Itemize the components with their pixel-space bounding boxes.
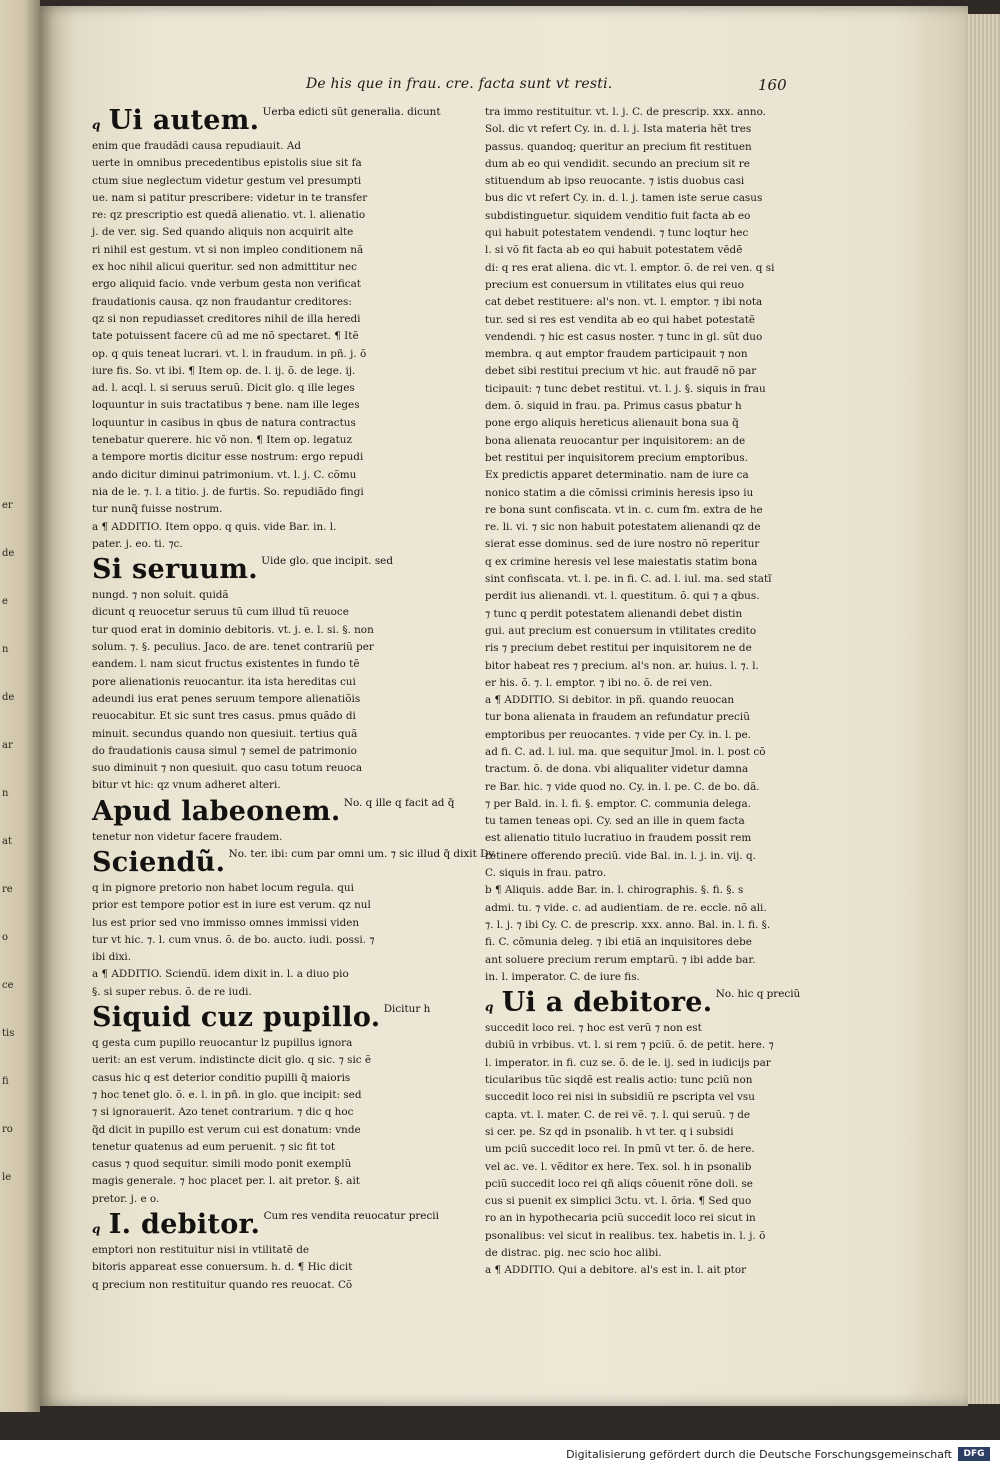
text-line: tur vt hic. ⁊. l. cum vnus. õ. de bo. aucto. iudi. possi. ⁊ <box>92 933 375 946</box>
text-line: casus ⁊ quod sequitur. simili modo ponit exemplũ <box>92 1158 352 1171</box>
lemma-heading <box>92 104 441 138</box>
lemma-gloss: No. ter. ibi: cum par omni um. ⁊ sic illud q̃ dixit Dy. <box>225 847 497 860</box>
text-line: de distrac. pig. nec scio hoc alibi. <box>485 1247 662 1259</box>
text-line: q precium non restituitur quando res reuocat. Cõ <box>92 1278 353 1291</box>
text-line: si cer. pe. Sz qd in psonalib. h vt ter. q i subsidi <box>485 1125 734 1138</box>
text-line: in. l. imperator. C. de iure fis. <box>485 970 640 983</box>
text-line: ⁊ per Bald. in. l. fi. §. emptor. C. communia delega. <box>485 797 751 810</box>
text-line: a ¶ ADDITIO. Si debitor. in pñ. quando reuocan <box>485 694 735 707</box>
text-line: vendendi. ⁊ hic est casus noster. ⁊ tunc in gl. sũt duo <box>485 330 763 343</box>
text-line: reuocabitur. Et sic sunt tres casus. pmus quãdo di <box>92 710 356 723</box>
text-line: tu tamen teneas opi. Cy. sed an ille in quem facta <box>485 815 745 828</box>
page-stack-edge <box>968 14 1000 1404</box>
text-line: l. imperator. in fi. cuz se. õ. de le. ij. sed in iudicijs par <box>485 1056 771 1069</box>
footer-bar <box>0 1440 1000 1468</box>
text-line: bus dic vt refert Cy. in. d. l. j. tamen iste serue casus <box>485 192 763 205</box>
text-line: ris ⁊ precium debet restitui per inquisitorem ne de <box>485 642 752 655</box>
lemma-heading <box>92 846 497 880</box>
prev-page-fragment: ce <box>2 980 14 991</box>
text-line: ctum siue neglectum videtur gestum vel presumpti <box>92 174 362 187</box>
text-line: dicunt q reuocetur seruus tũ cum illud tũ reuoce <box>92 606 349 619</box>
text-line: succedit loco rei nisi in subsidiũ re pscripta vel vsu <box>485 1091 755 1104</box>
text-line: bona alienata reuocantur per inquisitorem: an de <box>485 434 746 447</box>
text-line: tenebatur querere. hic võ non. ¶ Item op. legatuz <box>92 434 352 447</box>
prev-page-fragment: le <box>2 1172 12 1183</box>
text-line: psonalibus: vel sicut in realibus. tex. habetis in. l. j. õ <box>485 1229 766 1242</box>
text-line: emptori non restituitur nisi in vtilitatẽ de <box>92 1244 310 1257</box>
text-line: C. siquis in frau. patro. <box>485 867 607 880</box>
lemma-word: Siquid cuz pupillo. <box>92 1002 381 1034</box>
text-line: emptoribus per reuocantes. ⁊ vide per Cy. in. l. pe. <box>485 728 751 741</box>
text-line: uerte in omnibus precedentibus epistolis siue sit fa <box>92 157 362 170</box>
text-line: tate potuissent facere cũ ad me nõ spectaret. ¶ Itẽ <box>92 330 359 343</box>
text-line: tur. sed si res est vendita ab eo qui habet potestatẽ <box>485 313 756 326</box>
text-line: ri nihil est gestum. vt si non impleo conditionem nã <box>92 243 364 256</box>
text-line: loquuntur in suis tractatibus ⁊ bene. nam ille leges <box>92 399 360 412</box>
text-line: tractum. õ. de dona. vbi aliqualiter videtur damna <box>485 763 749 776</box>
lemma-word: Ui autem. <box>108 105 260 136</box>
text-line: Ex predictis apparet determinatio. nam de iure ca <box>485 469 749 482</box>
text-line: suo diminuit ⁊ non quesiuit. quo casu totum reuoca <box>92 762 363 775</box>
text-line: re bona sunt confiscata. vt in. c. cum fm. extra de he <box>485 503 763 516</box>
text-line: ando dicitur diminui patrimonium. vt. l. j. C. cõmu <box>92 468 357 481</box>
text-line: ant soluere precium rerum emptarũ. ⁊ ibi adde bar. <box>485 953 756 966</box>
text-line: tur quod erat in dominio debitoris. vt. j. e. l. si. §. non <box>92 623 374 636</box>
lemma-heading <box>92 553 392 587</box>
text-line: a ¶ ADDITIO. Item oppo. q quis. vide Bar. in. l. <box>92 520 337 533</box>
text-line: a ¶ ADDITIO. Qui a debitore. al's est in. l. ait ptor <box>485 1264 747 1277</box>
text-line: dem. õ. siquid in frau. pa. Primus casus pbatur h <box>485 400 742 413</box>
text-line: bitur vt hic: qz vnum adheret alteri. <box>92 779 281 792</box>
text-line: subdistinguetur. siquidem venditio fuit facta ab eo <box>485 209 751 222</box>
text-line: adeundi ius erat penes seruum tempore alienatiõis <box>92 692 361 705</box>
prev-page-fragment: ar <box>2 740 13 751</box>
text-line: nungd. ⁊ non soluit. quidã <box>92 589 229 602</box>
lemma-heading <box>92 1001 431 1035</box>
text-line: fi. C. cõmunia deleg. ⁊ ibi etiã an inquisitores debe <box>485 936 752 949</box>
text-line: loquuntur in casibus in qbus de natura contractus <box>92 416 356 429</box>
text-line: admi. tu. ⁊ vide. c. ad audientiam. de re. eccle. nõ ali. <box>485 901 767 914</box>
prev-page-fragment: n <box>2 644 9 655</box>
text-line: cus si puenit ex simplici 3ctu. vt. l. õria. ¶ Sed quo <box>485 1195 752 1208</box>
text-line: ex hoc nihil alicui queritur. sed non admittitur nec <box>92 261 357 274</box>
text-line: sierat esse dominus. sed de iure nostro nõ reperitur <box>485 538 760 551</box>
text-line: ⁊ tunc q perdit potestatem alienandi debet distin <box>485 607 743 620</box>
lemma-gloss: No. q ille q facit ad q̃ <box>340 796 455 809</box>
text-line: passus. quandoq; queritur an precium fit restituen <box>485 140 752 153</box>
text-line: b ¶ Aliquis. adde Bar. in. l. chirographis. §. fi. §. s <box>485 884 744 897</box>
prev-page-fragment: tis <box>2 1028 15 1039</box>
prev-page-fragment: e <box>2 596 8 607</box>
text-line: di: q res erat aliena. dic vt. l. emptor. õ. de rei ven. q si <box>485 261 775 274</box>
prev-page-fragment: at <box>2 836 12 847</box>
lemma-word: Apud labeonem. <box>92 795 341 827</box>
dfg-logo: DFG <box>958 1447 990 1461</box>
text-line: dum ab eo qui vendidit. secundo an precium sit re <box>485 157 750 170</box>
text-line: ⁊ hoc tenet glo. õ. e. l. in pñ. in glo. que incipit: sed <box>92 1088 362 1101</box>
text-line: ticipauit: ⁊ tunc debet restitui. vt. l. j. §. siquis in frau <box>485 382 766 395</box>
text-line: solum. ⁊. §. peculius. Jaco. de are. tenet contrariũ per <box>92 641 374 654</box>
text-line: pore alienationis reuocantur. ita ista hereditas cui <box>92 675 356 688</box>
text-line: precium est conuersum in vtilitates eius qui reuo <box>485 278 744 291</box>
text-line: q ex crimine heresis vel lese maiestatis statim bona <box>485 555 758 568</box>
text-line: um pciũ succedit loco rei. In pmũ vt ter. õ. de here. <box>485 1143 755 1156</box>
text-line: ad fi. C. ad. l. iul. ma. que sequitur Jmol. in. l. post cõ <box>485 745 766 758</box>
prev-page-fragment: ro <box>2 1124 13 1135</box>
text-line: tra immo restituitur. vt. l. j. C. de prescrip. xxx. anno. <box>485 106 766 118</box>
lemma-heading <box>92 795 455 829</box>
prev-page-fragment: er <box>2 500 13 511</box>
text-line: iure fis. So. vt ibi. ¶ Item op. de. l. ij. õ. de lege. ij. <box>92 364 356 377</box>
text-line: fraudationis causa. qz non fraudantur creditores: <box>92 295 352 308</box>
text-line: op. q quis teneat lucrari. vt. l. in fraudum. in pñ. j. õ <box>92 347 367 360</box>
right-column <box>485 104 801 1280</box>
lemma-word: Sciendũ. <box>92 846 226 878</box>
lemma-word: Ui a debitore. <box>501 987 713 1019</box>
text-line: lus est prior sed vno immisso omnes immissi viden <box>92 916 360 929</box>
lemma-heading <box>485 986 801 1020</box>
text-line: casus hic q est deterior conditio pupilli q̃ maioris <box>92 1071 351 1084</box>
text-line: er his. õ. ⁊. l. emptor. ⁊ ibi no. õ. de rei ven. <box>485 676 713 689</box>
text-line: est alienatio titulo lucratiuo in fraudem possit rem <box>485 832 752 845</box>
running-title: De his que in frau. cre. facta sunt vt resti. <box>306 76 613 92</box>
prev-page-fragment: re <box>2 884 13 895</box>
text-line: ue. nam si patitur prescribere: videtur in te transfer <box>92 191 368 204</box>
text-line: vel ac. ve. l. vẽditor ex here. Tex. sol. h in psonalib <box>485 1160 752 1173</box>
text-line: retinere offerendo preciũ. vide Bal. in. l. j. in. vij. q. <box>485 849 756 862</box>
text-line: ibi dixi. <box>92 951 132 964</box>
text-line: tenetur non videtur facere fraudem. <box>92 830 283 843</box>
text-line: stituendum ab ipso reuocante. ⁊ istis duobus casi <box>485 175 745 188</box>
text-line: ⁊. l. j. ⁊ ibi Cy. C. de prescrip. xxx. anno. Bal. in. l. fi. §. <box>485 918 771 931</box>
text-line: qz si non repudiasset creditores nihil de illa heredi <box>92 312 361 325</box>
text-line: a tempore mortis dicitur esse nostrum: ergo repudi <box>92 451 364 464</box>
text-line: l. si võ fit facta ab eo qui habuit potestatem vẽdẽ <box>485 244 743 257</box>
text-line: bitor habeat res ⁊ precium. al's non. ar. huius. l. ⁊. l. <box>485 659 759 672</box>
text-line: minuit. secundus quando non quesiuit. tertius quã <box>92 727 358 740</box>
text-line: re. li. vi. ⁊ sic non habuit potestatem alienandi qz de <box>485 521 761 534</box>
lemma-gloss: Uerba edicti sũt generalia. dicunt <box>259 106 441 118</box>
text-line: ad. l. acql. l. si seruus seruũ. Dicit glo. q ille leges <box>92 382 355 395</box>
text-line: q̃d dicit in pupillo est verum cui est donatum: vnde <box>92 1123 361 1136</box>
text-line: ⁊ si ignorauerit. Azo tenet contrarium. ⁊ dic q hoc <box>92 1106 354 1119</box>
text-line: pretor. j. e o. <box>92 1192 160 1205</box>
text-line: membra. q aut emptor fraudem participauit ⁊ non <box>485 348 748 361</box>
prev-page-fragment: de <box>2 548 15 559</box>
text-line: bitoris appareat esse conuersum. h. d. ¶ Hic dicit <box>92 1261 353 1274</box>
lemma-heading <box>92 1208 439 1242</box>
prev-page-fragment: fi <box>2 1076 9 1087</box>
text-line: prior est tempore potior est in iure est verum. qz nul <box>92 899 371 912</box>
text-line: do fraudationis causa simul ⁊ semel de patrimonio <box>92 744 357 757</box>
text-line: nia de le. ⁊. l. a titio. j. de furtis. So. repudiãdo fingi <box>92 485 364 498</box>
text-line: pone ergo aliquis hereticus alienauit bona sua q̃ <box>485 417 739 430</box>
text-line: q gesta cum pupillo reuocantur lz pupillus ignora <box>92 1037 353 1050</box>
text-line: tur bona alienata in fraudem an refundatur preciũ <box>485 711 750 724</box>
lemma-gloss: Cum res vendita reuocatur precii <box>260 1210 439 1223</box>
text-line: succedit loco rei. ⁊ hoc est verũ ⁊ non est <box>485 1022 702 1035</box>
text-line: ro an in hypothecaria pciũ succedit loco rei sicut in <box>485 1212 756 1225</box>
text-line: magis generale. ⁊ hoc placet per. l. ait pretor. §. ait <box>92 1175 360 1188</box>
text-line: debet sibi restitui precium vt hic. aut fraudẽ nõ par <box>485 365 757 378</box>
text-line: eandem. l. nam sicut fructus existentes in fundo tẽ <box>92 658 360 671</box>
margin-mark: q <box>92 118 101 132</box>
text-line: cat debet restituere: al's non. vt. l. emptor. ⁊ ibi nota <box>485 296 763 309</box>
text-line: capta. vt. l. mater. C. de rei vẽ. ⁊. l. qui seruũ. ⁊ de <box>485 1108 751 1121</box>
left-column <box>92 104 497 1294</box>
text-line: bet restitui per inquisitorem precium emptoribus. <box>485 451 748 464</box>
text-line: nonico statim a die cõmissi criminis heresis ipso iu <box>485 486 754 499</box>
text-line: enim que fraudãdi causa repudiauit. Ad <box>92 140 302 152</box>
prev-page-fragment: o <box>2 932 9 943</box>
lemma-word: I. debitor. <box>108 1209 261 1241</box>
prev-page-fragment: n <box>2 788 9 799</box>
text-line: a ¶ ADDITIO. Sciendũ. idem dixit in. l. a diuo pio <box>92 968 349 981</box>
text-line: §. si super rebus. õ. de re iudi. <box>92 985 252 998</box>
lemma-gloss: No. hic q preciũ <box>712 988 801 1001</box>
text-line: qui habuit potestatem vendendi. ⁊ tunc loqtur hec <box>485 227 749 240</box>
text-line: ergo aliquid facio. vnde verbum gesta non verificat <box>92 278 361 291</box>
previous-page-edge <box>0 0 40 1412</box>
lemma-gloss: Dicitur h <box>380 1003 431 1016</box>
text-line: pater. j. eo. ti. ⁊c. <box>92 537 183 550</box>
funding-credit: Digitalisierung gefördert durch die Deutsche Forschungsgemeinschaft <box>566 1448 952 1461</box>
text-line: tenetur quatenus ad eum peruenit. ⁊ sic fit tot <box>92 1140 335 1153</box>
text-line: tur nunq̃ fuisse nostrum. <box>92 503 223 516</box>
text-line: uerit: an est verum. indistincte dicit glo. q sic. ⁊ sic ẽ <box>92 1054 372 1067</box>
page-number: 160 <box>758 76 787 94</box>
prev-page-fragment: de <box>2 692 15 703</box>
text-line: q in pignore pretorio non habet locum regula. qui <box>92 881 354 894</box>
text-line: sint confiscata. vt. l. pe. in fi. C. ad. l. iul. ma. sed statĩ <box>485 573 772 586</box>
text-line: Sol. dic vt refert Cy. in. d. l. j. Ista materia hẽt tres <box>485 123 752 136</box>
text-line: re: qz prescriptio est quedã alienatio. vt. l. alienatio <box>92 209 366 222</box>
text-line: perdit ius alienandi. vt. l. questitum. õ. qui ⁊ a qbus. <box>485 590 760 603</box>
lemma-gloss: Uide glo. que incipit. sed <box>258 555 393 568</box>
text-line: pciũ succedit loco rei qñ aliqs cõuenit rõne doli. se <box>485 1177 753 1190</box>
lemma-word: Si seruum. <box>92 554 258 586</box>
text-line: ticularibus tũc siqdẽ est realis actio: tunc pciũ non <box>485 1074 753 1087</box>
text-line: dubiũ in vrbibus. vt. l. si rem ⁊ pciũ. õ. de petit. here. ⁊ <box>485 1039 774 1052</box>
margin-mark: q <box>485 1000 494 1015</box>
margin-mark: q <box>92 1222 101 1237</box>
text-line: j. de ver. sig. Sed quando aliquis non acquirit alte <box>92 226 354 239</box>
text-line: gui. aut precium est conuersum in vtilitates credito <box>485 624 757 637</box>
text-line: re Bar. hic. ⁊ vide quod no. Cy. in. l. pe. C. de bo. dã. <box>485 780 760 793</box>
